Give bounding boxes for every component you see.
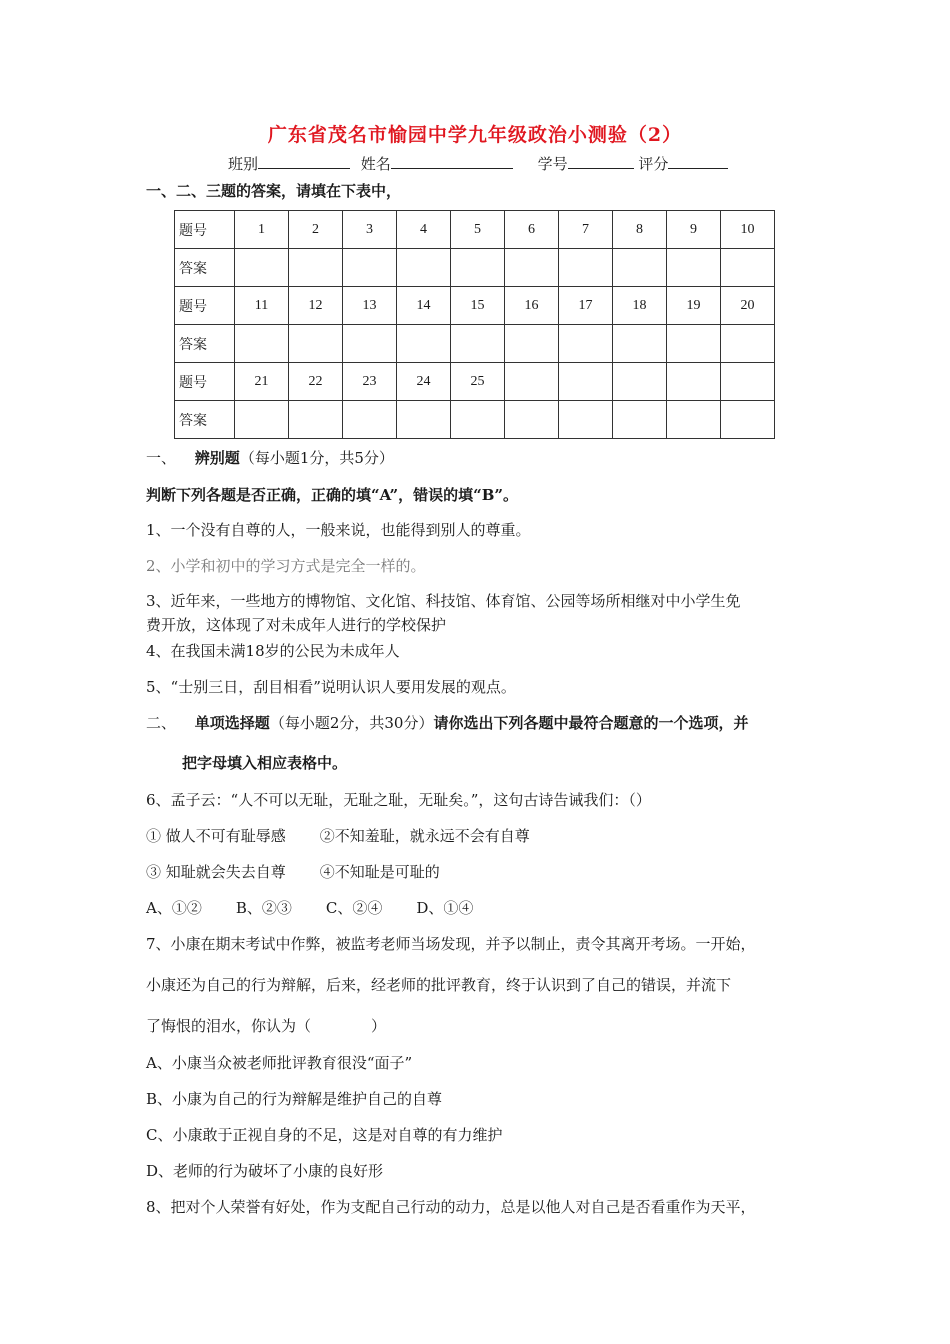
row-label: 题号 [175, 287, 235, 325]
question-number [505, 363, 559, 401]
section1-note: （每小题1分，共5分） [239, 449, 394, 467]
question-number: 1 [235, 211, 289, 249]
q6-choice-d: D、①④ [416, 899, 474, 917]
answer-cell[interactable] [289, 401, 343, 439]
answer-cell[interactable] [613, 325, 667, 363]
q6-choice-b: B、②③ [235, 899, 292, 917]
answer-cell[interactable] [451, 401, 505, 439]
question-number: 19 [667, 287, 721, 325]
row-label: 题号 [175, 211, 235, 249]
question-number [559, 363, 613, 401]
question-number: 21 [235, 363, 289, 401]
score-blank[interactable] [668, 152, 728, 169]
question-6-options-row2 [146, 861, 440, 882]
q6-choice-a: A、①② [146, 899, 202, 917]
question-number [721, 363, 775, 401]
question-number: 23 [343, 363, 397, 401]
answer-cell[interactable] [667, 249, 721, 287]
question-6-stem: 6、孟子云：“人不可以无耻，无耻之耻，无耻矣。”，这句古诗告诫我们：（） [146, 791, 651, 809]
answer-cell[interactable] [721, 325, 775, 363]
question-number: 25 [451, 363, 505, 401]
answer-cell[interactable] [613, 401, 667, 439]
section2-name: 单项选择题 [194, 714, 270, 732]
answer-cell[interactable] [613, 249, 667, 287]
number-blank[interactable] [568, 152, 634, 169]
answer-cell[interactable] [667, 325, 721, 363]
answer-cell[interactable] [505, 249, 559, 287]
answer-cell[interactable] [289, 325, 343, 363]
answer-cell[interactable] [451, 249, 505, 287]
question-number: 14 [397, 287, 451, 325]
question-number: 5 [451, 211, 505, 249]
answer-label: 答案 [175, 401, 235, 439]
question-number: 12 [289, 287, 343, 325]
question-2: 2、小学和初中的学习方式是完全一样的。 [146, 557, 426, 575]
table-row [175, 249, 775, 287]
table-row [175, 363, 775, 401]
section2-instruction-cont: 把字母填入相应表格中。 [182, 754, 348, 772]
class-label: 班别 [228, 155, 259, 173]
question-number: 2 [289, 211, 343, 249]
answer-cell[interactable] [397, 325, 451, 363]
q6-option-3: ③ 知耻就会失去自尊 [146, 863, 286, 881]
answer-cell[interactable] [505, 325, 559, 363]
q6-option-4: ④不知耻是可耻的 [319, 863, 440, 881]
question-8-line1: 8、把对个人荣誉有好处，作为支配自己行动的动力，总是以他人对自己是否看重作为天平， [146, 1198, 756, 1216]
answer-cell[interactable] [343, 325, 397, 363]
question-number: 13 [343, 287, 397, 325]
answer-cell[interactable] [343, 249, 397, 287]
table-row [175, 325, 775, 363]
question-6-options-row1 [146, 825, 530, 846]
answer-cell[interactable] [235, 325, 289, 363]
student-info-line [228, 152, 734, 174]
question-7-line1: 7、小康在期末考试中作弊，被监考老师当场发现，并予以制止，责令其离开考场。一开始， [146, 935, 756, 953]
answer-cell[interactable] [343, 401, 397, 439]
section2-note: （每小题2分，共30分） [269, 714, 434, 732]
question-number: 4 [397, 211, 451, 249]
question-number: 11 [235, 287, 289, 325]
q7-choice-a: A、小康当众被老师批评教育很没“面子” [146, 1054, 413, 1072]
question-number: 10 [721, 211, 775, 249]
question-7-line2: 小康还为自己的行为辩解，后来，经老师的批评教育，终于认识到了自己的错误，并流下 [146, 976, 732, 994]
question-number: 6 [505, 211, 559, 249]
question-6-choices [146, 897, 473, 918]
answer-cell[interactable] [451, 325, 505, 363]
question-5: 5、“士别三日，刮目相看”说明认识人要用发展的观点。 [146, 678, 516, 696]
question-number: 18 [613, 287, 667, 325]
question-number: 24 [397, 363, 451, 401]
answer-cell[interactable] [397, 401, 451, 439]
name-blank[interactable] [391, 152, 513, 169]
page-title: 广东省茂名市愉园中学九年级政治小测验（2） [267, 124, 683, 146]
answer-cell[interactable] [397, 249, 451, 287]
question-number: 7 [559, 211, 613, 249]
table-row [175, 287, 775, 325]
section2-heading [146, 712, 748, 733]
answer-cell[interactable] [559, 325, 613, 363]
q7-choice-d: D、老师的行为破坏了小康的良好形 [146, 1162, 384, 1180]
answer-cell[interactable] [235, 401, 289, 439]
answer-label: 答案 [175, 249, 235, 287]
question-number [613, 363, 667, 401]
answer-table [174, 210, 775, 439]
section1-heading [146, 447, 394, 468]
number-label: 学号 [537, 155, 568, 173]
q6-option-2: ②不知羞耻，就永远不会有自尊 [319, 827, 530, 845]
table-row [175, 401, 775, 439]
answer-cell[interactable] [289, 249, 343, 287]
question-3-line1: 3、近年来，一些地方的博物馆、文化馆、科技馆、体育馆、公园等场所相继对中小学生免 [146, 592, 741, 610]
question-3-line2: 费开放，这体现了对未成年人进行的学校保护 [146, 616, 447, 634]
question-number: 22 [289, 363, 343, 401]
section1-number: 一、 [146, 449, 177, 467]
section1-instruction: 判断下列各题是否正确，正确的填“A”，错误的填“B”。 [146, 486, 519, 504]
answer-cell[interactable] [667, 401, 721, 439]
name-label: 姓名 [360, 155, 391, 173]
q7-choice-b: B、小康为自己的行为辩解是维护自己的自尊 [146, 1090, 443, 1108]
question-1: 1、一个没有自尊的人，一般来说，也能得到别人的尊重。 [146, 521, 531, 539]
answer-cell[interactable] [721, 401, 775, 439]
question-number: 3 [343, 211, 397, 249]
question-number: 20 [721, 287, 775, 325]
class-blank[interactable] [258, 152, 350, 169]
table-row [175, 211, 775, 249]
q6-option-1: ① 做人不可有耻辱感 [146, 827, 286, 845]
table-instruction: 一、二、三题的答案，请填在下表中， [146, 182, 402, 200]
question-number: 16 [505, 287, 559, 325]
row-label: 题号 [175, 363, 235, 401]
question-7-line3: 了悔恨的泪水，你认为（ ） [146, 1017, 387, 1035]
q6-choice-c: C、②④ [325, 899, 383, 917]
answer-cell[interactable] [559, 249, 613, 287]
score-label: 评分 [638, 155, 669, 173]
question-number [667, 363, 721, 401]
question-number: 8 [613, 211, 667, 249]
q7-choice-c: C、小康敢于正视自身的不足，这是对自尊的有力维护 [146, 1126, 503, 1144]
answer-cell[interactable] [559, 401, 613, 439]
answer-cell[interactable] [235, 249, 289, 287]
section2-number: 二、 [146, 714, 177, 732]
section2-instruction: 请你选出下列各题中最符合题意的一个选项，并 [433, 714, 749, 732]
answer-cell[interactable] [505, 401, 559, 439]
question-number: 17 [559, 287, 613, 325]
section1-name: 辨别题 [194, 449, 240, 467]
answer-label: 答案 [175, 325, 235, 363]
question-4: 4、在我国未满18岁的公民为未成年人 [146, 642, 400, 660]
answer-cell[interactable] [721, 249, 775, 287]
question-number: 15 [451, 287, 505, 325]
question-number: 9 [667, 211, 721, 249]
